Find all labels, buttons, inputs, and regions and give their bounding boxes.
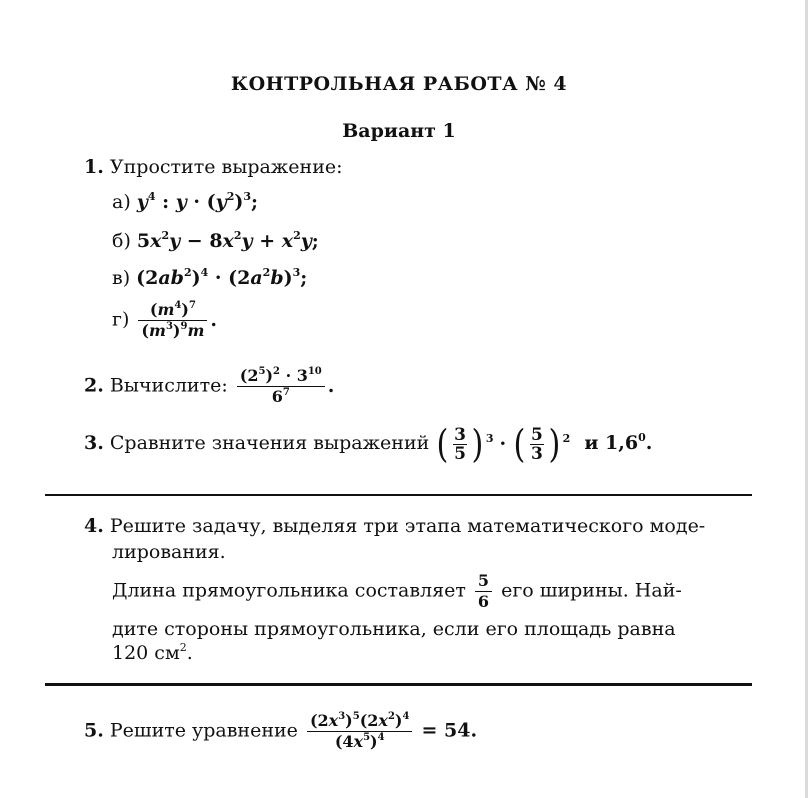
page-title: КОНТРОЛЬНАЯ РАБОТА № 4 [230,73,568,95]
task-number: 2. [84,374,104,397]
expression-d: $\frac{(m^4)^7}{(m^3)^9m}$ . [135,309,217,331]
frac-num: 5 [475,571,492,592]
task-5 [84,711,477,752]
item-label: г) [112,308,130,331]
task-text-line1: Решите задачу, выделяя три этапа математического моде- [109,515,706,537]
task-text: Вычислите: [109,374,228,397]
task-4-paragraph-1 [112,571,752,612]
frac-den: 6 [477,592,490,611]
task-1 [84,155,343,179]
task-1-item-d [112,300,217,341]
p3-exponent: 2 [179,641,187,654]
divider [45,494,752,496]
p1-text: Длина прямоугольника составляет [112,579,466,602]
fraction: $\frac{(2x^3)^5(2x^2)^4}{(4x^5)^4}$ [307,711,413,752]
p1-tail: его ширины. Най- [501,579,682,602]
expression-a: $y^4$ : $y \cdot (y^2)^3$; [136,190,259,213]
item-label: а) [112,191,131,213]
fraction: $\frac{(2^5)^2 \cdot 3^{10}}{6^7}$ [237,366,325,407]
task-4 [84,514,752,538]
task-number: 5. [84,719,104,742]
task-text: Сравните значения выражений [109,432,430,454]
task-4-line2: лирования. [112,541,226,563]
fraction [475,571,492,612]
task-4-paragraph-3: 120 $см^2$. [112,641,193,664]
task-2 [84,366,334,407]
expression-t2: $\frac{(2^5)^2 \cdot 3^{10}}{6^7}$ . [234,375,335,397]
equation-rhs: = 54. [421,719,478,742]
expression-t3: ( $\frac{3}{5}$ ) 3 · ( $\frac{5}{3}$ ) 2 [436,422,571,466]
item-label: б) [112,230,131,252]
variant-heading: Вариант 1 [342,120,456,142]
task-text: Упростите выражение: [109,156,343,178]
task-3: 3. Сравните значения выражений ( $\frac{3}{5}$ ) 3 · ( $\frac{5}{3}$ ) 2 и $1,6^0$. [84,422,653,466]
item-label: в) [112,267,131,289]
task-3-tail-exponent: 0 [638,431,646,444]
task-4-paragraph-2: дите стороны прямоугольника, если его площадь равна [112,618,676,640]
task-number: 4. [84,515,104,537]
fraction: $\frac{(m^4)^7}{(m^3)^9m}$ [138,300,207,341]
task-1-item-c [112,266,307,290]
expression-b: $5x^2y - 8x^2y + x^2y$; [136,229,319,252]
task-1-item-a [112,190,258,214]
divider [45,683,752,686]
expression-c: $(2ab^2)^4 \cdot (2a^2b)^3$; [136,266,308,289]
p3-text: 120 см [112,642,180,664]
task-text: Решите уравнение [109,719,298,742]
task-3-tail: и 1,6 [584,432,639,454]
task-1-item-b [112,229,319,253]
task-number: 1. [84,156,104,178]
task-number: 3. [84,432,104,454]
expression-t5 [304,711,416,751]
